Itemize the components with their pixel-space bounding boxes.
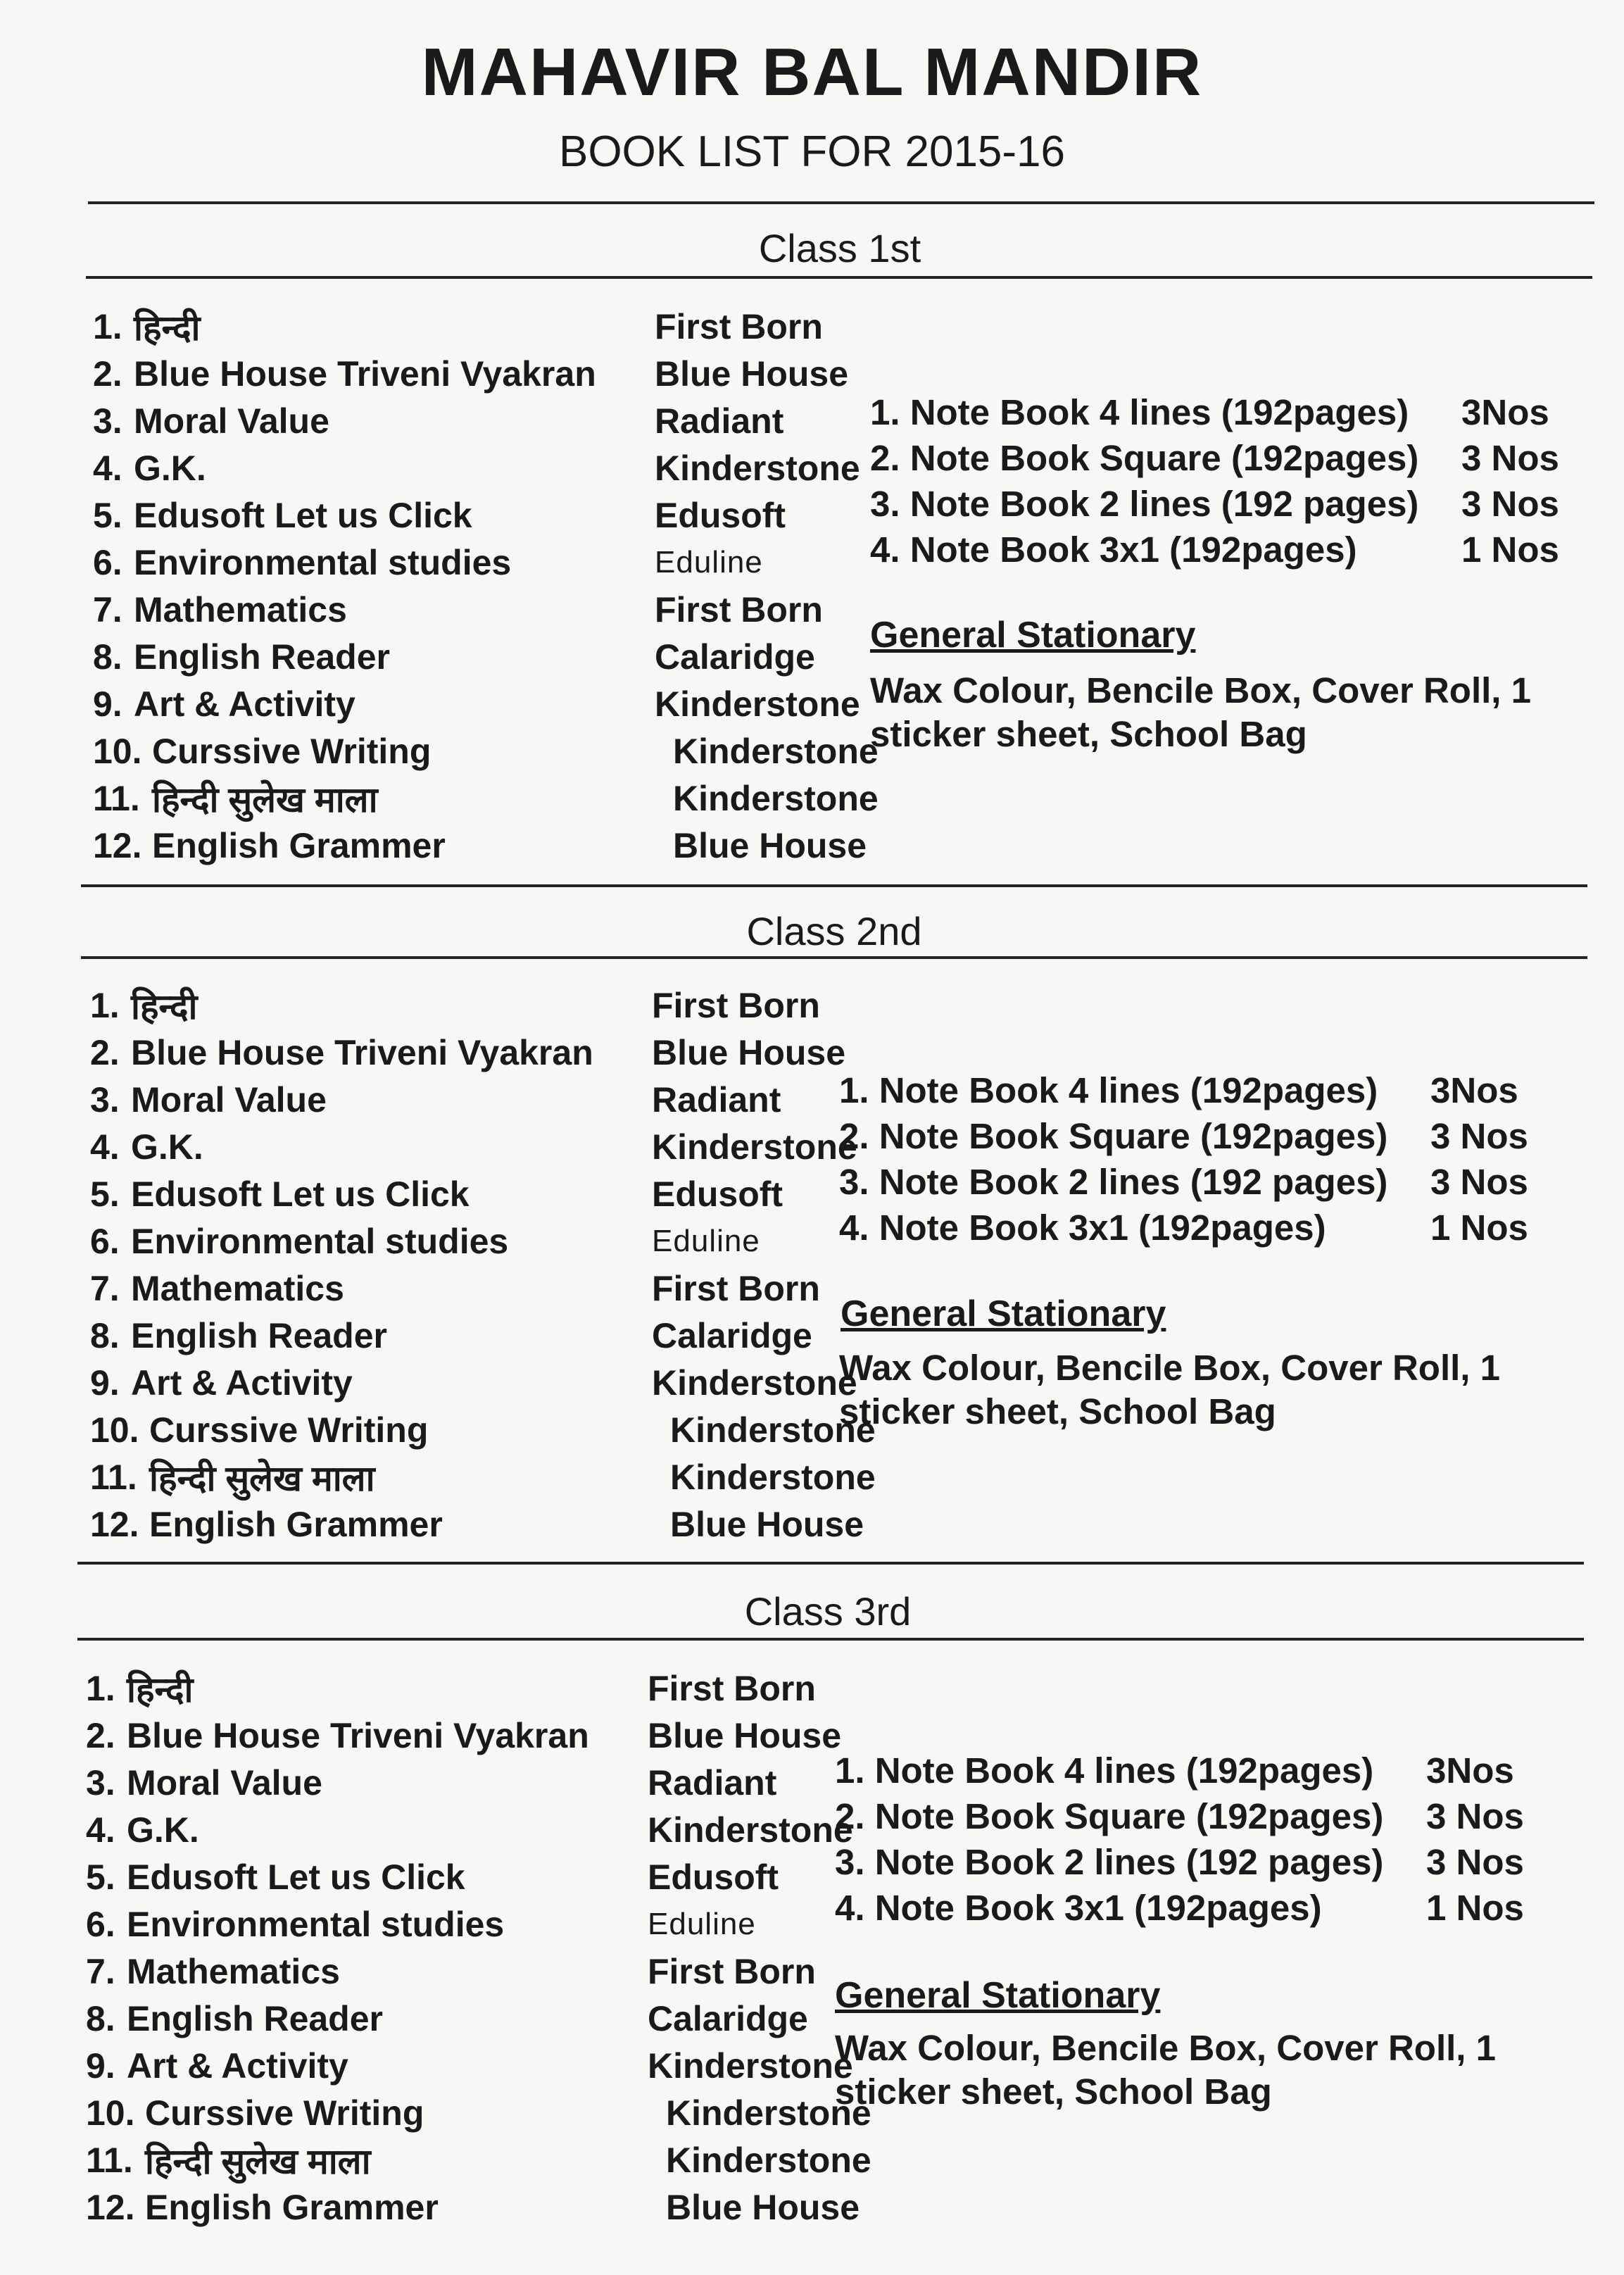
book-publisher: Kinderstone	[670, 1410, 876, 1450]
notebook-quantity: 3Nos	[1426, 1750, 1514, 1791]
book-publisher: Blue House	[673, 825, 867, 865]
class-3-book-list	[86, 1665, 871, 2231]
book-title: Blue House Triveni Vyakran	[127, 1715, 589, 1755]
book-number: 12.	[90, 1504, 139, 1544]
stationary-heading: General Stationary	[841, 1293, 1166, 1334]
list-item	[86, 2136, 871, 2183]
notebook-description: 1. Note Book 4 lines (192pages)	[835, 1750, 1374, 1791]
book-title: Curssive Writing	[152, 731, 432, 771]
book-publisher: First Born	[648, 1668, 816, 1708]
book-title: Environmental studies	[131, 1221, 509, 1261]
book-title: Environmental studies	[127, 1904, 505, 1944]
book-title: Moral Value	[131, 1079, 327, 1120]
stationary-heading: General Stationary	[870, 615, 1196, 656]
book-number: 9.	[86, 2045, 115, 2086]
book-publisher: First Born	[652, 985, 820, 1025]
notebook-quantity: 3 Nos	[1430, 1116, 1528, 1156]
book-title: Edusoft Let us Click	[131, 1174, 470, 1214]
book-title: English Reader	[134, 637, 390, 677]
list-item	[93, 397, 879, 444]
class-1-notebook-list	[870, 389, 1559, 572]
notebook-quantity: 3 Nos	[1426, 1796, 1524, 1836]
book-publisher: Blue House	[652, 1032, 846, 1072]
list-item	[93, 633, 879, 680]
list-item	[93, 303, 879, 350]
book-publisher: Calaridge	[648, 1998, 808, 2038]
list-item	[839, 1067, 1528, 1113]
section-divider	[88, 201, 1594, 204]
list-item	[86, 1995, 871, 2042]
notebook-description: 2. Note Book Square (192pages)	[835, 1796, 1384, 1836]
list-item	[93, 727, 879, 775]
book-title: हिन्दी सुलेख माला	[152, 779, 378, 820]
book-publisher: Edusoft	[652, 1174, 783, 1214]
book-title: हिन्दी	[131, 986, 198, 1027]
book-number: 3.	[86, 1762, 115, 1803]
notebook-quantity: 1 Nos	[1461, 529, 1559, 570]
list-item	[86, 1759, 871, 1806]
book-number: 1.	[86, 1668, 115, 1708]
book-title: Art & Activity	[131, 1362, 353, 1403]
book-publisher: Kinderstone	[648, 1810, 853, 1850]
class-2-book-list	[90, 982, 876, 1548]
list-item	[90, 982, 876, 1029]
book-publisher: Calaridge	[655, 637, 815, 677]
list-item	[93, 491, 879, 539]
book-publisher: First Born	[655, 589, 823, 629]
book-title: English Grammer	[149, 1504, 443, 1544]
book-title: G.K.	[134, 448, 206, 488]
notebook-description: 2. Note Book Square (192pages)	[839, 1116, 1388, 1156]
list-item	[835, 1793, 1524, 1839]
book-number: 10.	[86, 2093, 135, 2133]
notebook-quantity: 3 Nos	[1430, 1162, 1528, 1202]
section-divider	[86, 276, 1592, 279]
list-item	[835, 1839, 1524, 1885]
list-item	[90, 1123, 876, 1170]
list-item	[90, 1170, 876, 1217]
book-title: Mathematics	[127, 1951, 340, 1991]
list-item	[93, 586, 879, 633]
list-item	[86, 2089, 871, 2136]
class-3-notebook-list	[835, 1748, 1524, 1931]
book-publisher: Kinderstone	[652, 1362, 857, 1403]
book-publisher: Calaridge	[652, 1315, 812, 1355]
book-number: 8.	[86, 1998, 115, 2038]
book-publisher: Radiant	[655, 401, 784, 441]
class-heading: Class 1st	[758, 226, 921, 270]
notebook-description: 3. Note Book 2 lines (192 pages)	[835, 1842, 1384, 1882]
book-publisher: First Born	[652, 1268, 820, 1308]
book-number: 7.	[90, 1268, 120, 1308]
list-item	[90, 1406, 876, 1453]
book-number: 11.	[86, 2140, 133, 2180]
notebook-quantity: 1 Nos	[1430, 1208, 1528, 1248]
book-number: 10.	[93, 731, 142, 771]
list-item	[93, 539, 879, 586]
list-item	[93, 775, 879, 822]
list-item	[86, 1806, 871, 1853]
book-number: 5.	[86, 1857, 115, 1897]
book-publisher: Kinderstone	[655, 448, 860, 488]
list-item	[90, 1029, 876, 1076]
list-item	[90, 1217, 876, 1265]
book-title: हिन्दी	[134, 308, 201, 348]
stationary-heading: General Stationary	[835, 1975, 1161, 2016]
notebook-description: 1. Note Book 4 lines (192pages)	[839, 1070, 1378, 1110]
class-heading: Class 2nd	[746, 909, 922, 953]
book-title: Moral Value	[127, 1762, 322, 1803]
book-number: 12.	[93, 825, 142, 865]
book-title: Mathematics	[134, 589, 347, 629]
notebook-quantity: 3Nos	[1430, 1070, 1518, 1110]
section-divider	[81, 884, 1587, 887]
book-title: Blue House Triveni Vyakran	[131, 1032, 593, 1072]
list-item	[870, 527, 1559, 572]
book-number: 5.	[90, 1174, 120, 1214]
book-publisher: Kinderstone	[670, 1457, 876, 1497]
list-item	[93, 444, 879, 491]
book-publisher: Edusoft	[655, 495, 786, 535]
book-title: Art & Activity	[134, 684, 355, 724]
notebook-description: 1. Note Book 4 lines (192pages)	[870, 392, 1409, 432]
book-title: Edusoft Let us Click	[134, 495, 472, 535]
notebook-description: 2. Note Book Square (192pages)	[870, 438, 1419, 478]
list-item	[86, 1712, 871, 1759]
book-number: 4.	[90, 1127, 120, 1167]
list-item	[90, 1076, 876, 1123]
section-divider	[77, 1562, 1584, 1565]
list-item	[93, 680, 879, 727]
notebook-quantity: 3 Nos	[1426, 1842, 1524, 1882]
book-publisher: Kinderstone	[655, 684, 860, 724]
notebook-description: 4. Note Book 3x1 (192pages)	[835, 1888, 1322, 1928]
book-number: 1.	[93, 306, 122, 346]
book-number: 5.	[93, 495, 122, 535]
book-number: 3.	[90, 1079, 120, 1120]
book-title: हिन्दी	[127, 1669, 194, 1710]
list-item	[86, 2183, 871, 2231]
book-number: 12.	[86, 2187, 135, 2227]
book-title: English Grammer	[145, 2187, 439, 2227]
list-item	[90, 1453, 876, 1500]
notebook-quantity: 3Nos	[1461, 392, 1549, 432]
list-item	[90, 1312, 876, 1359]
class-2-notebook-list	[839, 1067, 1528, 1251]
book-title: हिन्दी सुलेख माला	[149, 1458, 375, 1498]
list-item	[86, 1665, 871, 1712]
book-publisher: Kinderstone	[648, 2045, 853, 2086]
book-number: 2.	[90, 1032, 120, 1072]
list-item	[93, 822, 879, 869]
book-publisher: Eduline	[655, 544, 763, 579]
list-item	[86, 1948, 871, 1995]
list-item	[870, 481, 1559, 527]
book-number: 8.	[90, 1315, 120, 1355]
notebook-description: 4. Note Book 3x1 (192pages)	[839, 1208, 1326, 1248]
notebook-quantity: 1 Nos	[1426, 1888, 1524, 1928]
list-item	[90, 1500, 876, 1548]
book-number: 9.	[93, 684, 122, 724]
list-item	[839, 1159, 1528, 1205]
list-item	[90, 1265, 876, 1312]
book-title: Environmental studies	[134, 542, 512, 582]
notebook-description: 3. Note Book 2 lines (192 pages)	[870, 484, 1419, 524]
book-number: 11.	[93, 778, 140, 818]
book-publisher: Kinderstone	[673, 731, 879, 771]
book-title: G.K.	[131, 1127, 203, 1167]
list-item	[86, 2042, 871, 2089]
book-list-title: BOOK LIST FOR 2015-16	[558, 127, 1066, 176]
book-publisher: Radiant	[648, 1762, 777, 1803]
book-number: 6.	[93, 542, 122, 582]
book-number: 6.	[90, 1221, 120, 1261]
book-publisher: Eduline	[648, 1906, 756, 1941]
book-title: G.K.	[127, 1810, 199, 1850]
book-title: Edusoft Let us Click	[127, 1857, 465, 1897]
book-publisher: Blue House	[648, 1715, 842, 1755]
stationary-items: Wax Colour, Bencile Box, Cover Roll, 1 sticker sheet, School Bag	[870, 670, 1531, 754]
book-title: Curssive Writing	[149, 1410, 429, 1450]
book-title: Mathematics	[131, 1268, 344, 1308]
list-item	[835, 1885, 1524, 1931]
book-number: 7.	[86, 1951, 115, 1991]
book-number: 6.	[86, 1904, 115, 1944]
book-number: 2.	[93, 353, 122, 394]
book-publisher: Kinderstone	[673, 778, 879, 818]
list-item	[90, 1359, 876, 1406]
book-publisher: Kinderstone	[666, 2140, 871, 2180]
book-publisher: Kinderstone	[666, 2093, 871, 2133]
book-title: English Reader	[127, 1998, 383, 2038]
class-heading: Class 3rd	[744, 1589, 912, 1634]
book-publisher: Eduline	[652, 1223, 760, 1258]
book-number: 2.	[86, 1715, 115, 1755]
notebook-description: 3. Note Book 2 lines (192 pages)	[839, 1162, 1388, 1202]
list-item	[86, 1900, 871, 1948]
section-divider	[81, 956, 1587, 959]
notebook-quantity: 3 Nos	[1461, 438, 1559, 478]
section-divider	[77, 1638, 1584, 1641]
list-item	[93, 350, 879, 397]
book-number: 1.	[90, 985, 120, 1025]
book-publisher: First Born	[655, 306, 823, 346]
list-item	[86, 1853, 871, 1900]
book-number: 10.	[90, 1410, 139, 1450]
stationary-items: Wax Colour, Bencile Box, Cover Roll, 1 sticker sheet, School Bag	[835, 2028, 1496, 2112]
book-title: Blue House Triveni Vyakran	[134, 353, 596, 394]
book-number: 9.	[90, 1362, 120, 1403]
class-1-book-list	[93, 303, 879, 869]
list-item	[835, 1748, 1524, 1793]
book-title: Art & Activity	[127, 2045, 348, 2086]
book-title: हिन्दी सुलेख माला	[145, 2141, 371, 2181]
book-publisher: Edusoft	[648, 1857, 779, 1897]
notebook-quantity: 3 Nos	[1461, 484, 1559, 524]
list-item	[839, 1113, 1528, 1159]
book-publisher: First Born	[648, 1951, 816, 1991]
book-publisher: Blue House	[666, 2187, 860, 2227]
book-publisher: Kinderstone	[652, 1127, 857, 1167]
book-publisher: Blue House	[655, 353, 849, 394]
book-number: 11.	[90, 1457, 137, 1497]
book-number: 8.	[93, 637, 122, 677]
list-item	[839, 1205, 1528, 1251]
book-number: 4.	[93, 448, 122, 488]
book-number: 4.	[86, 1810, 115, 1850]
book-publisher: Radiant	[652, 1079, 781, 1120]
book-publisher: Blue House	[670, 1504, 864, 1544]
book-number: 3.	[93, 401, 122, 441]
list-item	[870, 435, 1559, 481]
book-title: English Grammer	[152, 825, 446, 865]
notebook-description: 4. Note Book 3x1 (192pages)	[870, 529, 1357, 570]
book-title: Curssive Writing	[145, 2093, 424, 2133]
stationary-items: Wax Colour, Bencile Box, Cover Roll, 1 sticker sheet, School Bag	[839, 1348, 1500, 1431]
book-number: 7.	[93, 589, 122, 629]
book-title: English Reader	[131, 1315, 387, 1355]
book-title: Moral Value	[134, 401, 329, 441]
list-item	[870, 389, 1559, 435]
school-name: MAHAVIR BAL MANDIR	[421, 35, 1203, 110]
